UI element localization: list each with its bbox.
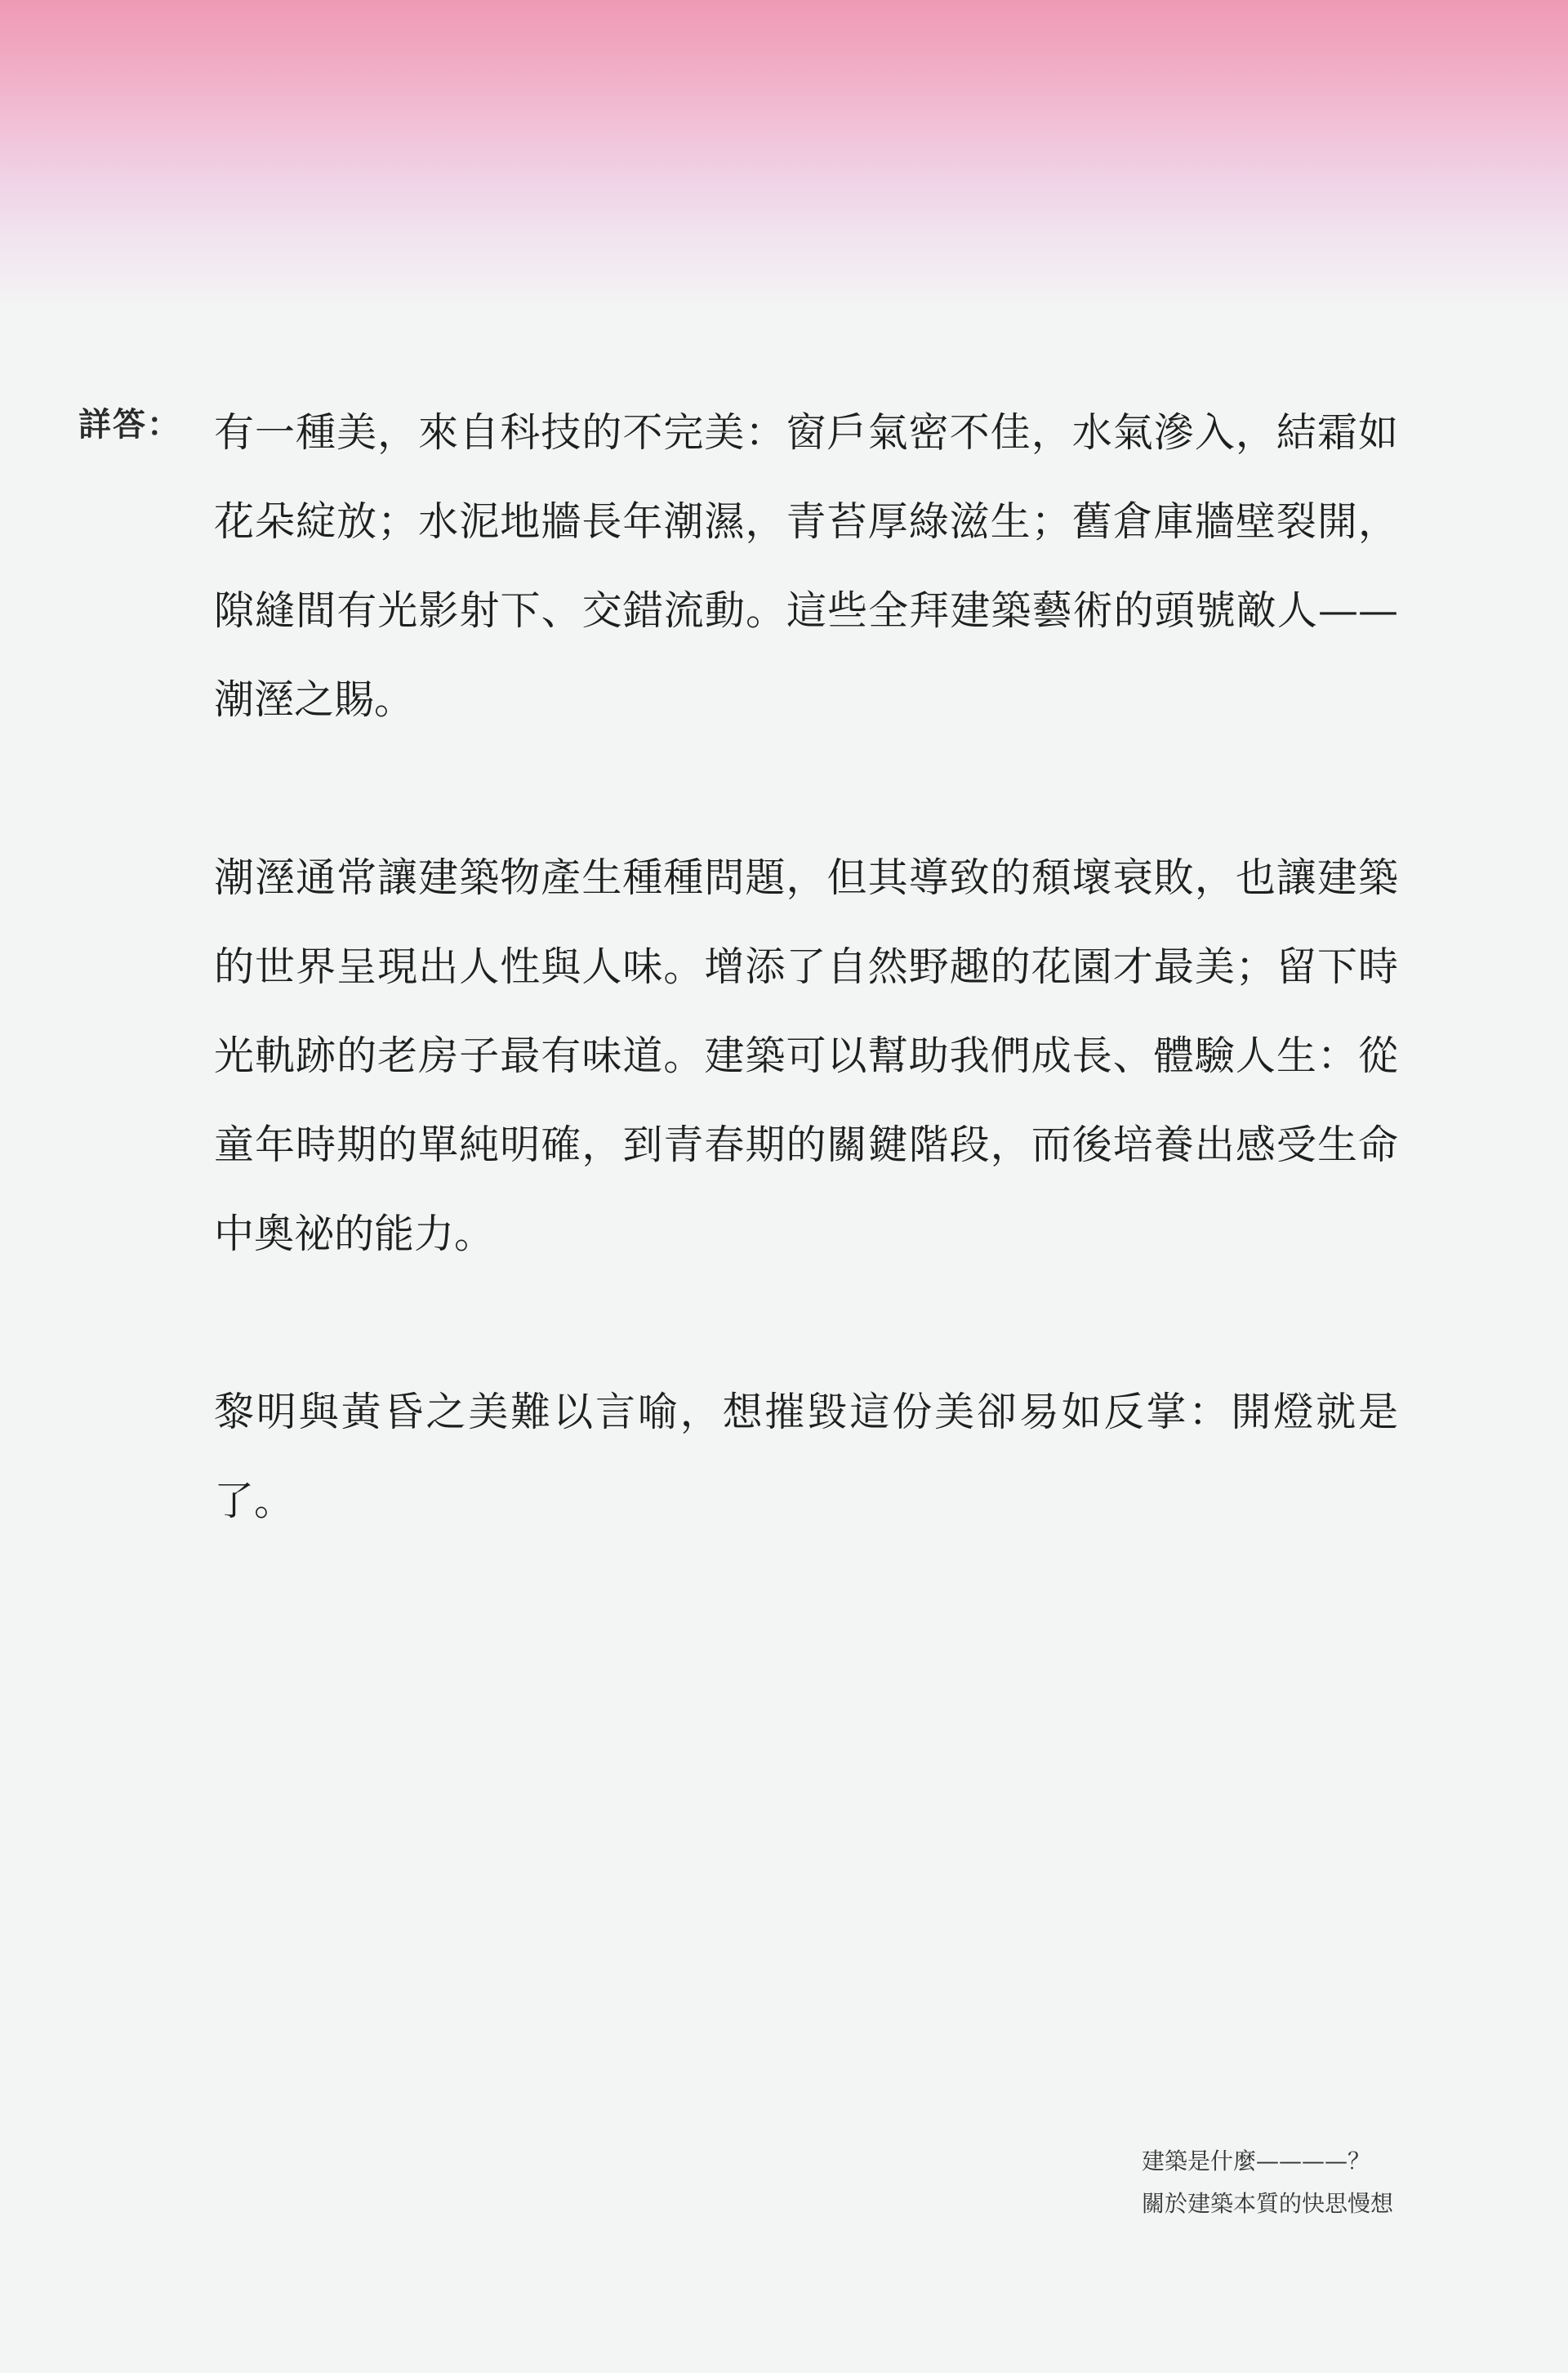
- paragraph-2: 潮溼通常讓建築物產生種種問題，但其導致的頹壞衰敗，也讓建築的世界呈現出人性與人味。增添了自然野趣的花園才最美；留下時光軌跡的老房子最有味道。建築可以幫助我們成長、體驗人生：從童年時期的單純明確，到青春期的關鍵階段，而後培養出感受生命中奧祕的能力。: [214, 854, 1398, 1257]
- footer-subtitle: 關於建築本質的快思慢想: [1141, 2190, 1393, 2217]
- paragraph-1: 有一種美，來自科技的不完美：窗戶氣密不佳，水氣滲入，結霜如花朵綻放；水泥地牆長年潮濕，青苔厚綠滋生；舊倉庫牆壁裂開，隙縫間有光影射下、交錯流動。這些全拜建築藝術的頭號敵人——潮溼之賜。: [214, 409, 1398, 723]
- answer-label: 詳答：: [78, 406, 181, 444]
- running-footer: [1142, 2140, 1393, 2225]
- pink-gradient-band: [0, 0, 1568, 310]
- answer-body: [214, 388, 1398, 1546]
- footer-title: 建築是什麼————？: [1141, 2148, 1370, 2175]
- paragraph-3: 黎明與黃昏之美難以言喻，想摧毀這份美卻易如反掌：開燈就是了。: [214, 1389, 1398, 1524]
